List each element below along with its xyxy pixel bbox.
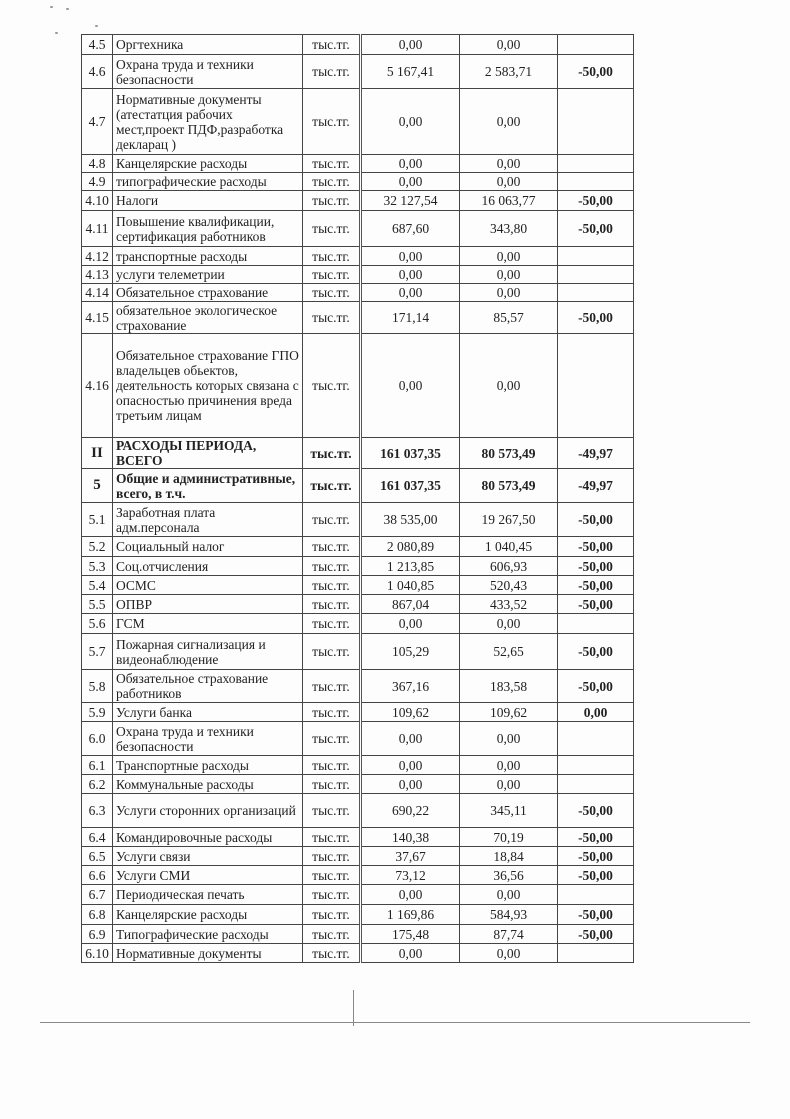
- row-unit: тыс.тг.: [303, 614, 361, 634]
- table-row: [82, 503, 634, 537]
- row-item-name: ОПВР: [113, 595, 303, 614]
- row-fact-value: 109,62: [460, 703, 558, 722]
- row-fact-value: 0,00: [460, 885, 558, 905]
- row-plan-value: 171,14: [361, 302, 460, 334]
- table-row: [82, 944, 634, 963]
- row-fact-value: 52,65: [460, 634, 558, 670]
- row-plan-value: 0,00: [361, 173, 460, 191]
- row-item-name: РАСХОДЫ ПЕРИОДА, ВСЕГО: [113, 438, 303, 469]
- row-plan-value: 109,62: [361, 703, 460, 722]
- row-deviation-percent: -50,00: [558, 302, 634, 334]
- row-unit: тыс.тг.: [303, 634, 361, 670]
- row-unit: тыс.тг.: [303, 775, 361, 794]
- row-plan-value: 2 080,89: [361, 537, 460, 557]
- row-plan-value: 140,38: [361, 828, 460, 847]
- row-fact-value: 0,00: [460, 722, 558, 756]
- row-unit: тыс.тг.: [303, 537, 361, 557]
- row-number: 5.5: [82, 595, 113, 614]
- row-fact-value: 343,80: [460, 211, 558, 247]
- row-plan-value: 0,00: [361, 35, 460, 55]
- row-deviation-percent: -50,00: [558, 557, 634, 576]
- row-fact-value: 606,93: [460, 557, 558, 576]
- row-unit: тыс.тг.: [303, 469, 361, 503]
- table-row: [82, 211, 634, 247]
- row-fact-value: 0,00: [460, 173, 558, 191]
- row-unit: тыс.тг.: [303, 885, 361, 905]
- row-item-name: Обязательное страхование ГПО владельцев обьектов, деятельность которых связана с опасностью причинения вреда третьим лицам: [113, 334, 303, 438]
- row-item-name: Нормативные документы (атестатция рабочих мест,проект ПДФ,разработка декларац ): [113, 89, 303, 155]
- row-item-name: Охрана труда и техники безопасности: [113, 722, 303, 756]
- row-deviation-percent: [558, 266, 634, 284]
- row-plan-value: 0,00: [361, 722, 460, 756]
- row-unit: тыс.тг.: [303, 703, 361, 722]
- row-item-name: обязательное экологическое страхование: [113, 302, 303, 334]
- row-unit: тыс.тг.: [303, 247, 361, 266]
- table-row: [82, 302, 634, 334]
- row-fact-value: 85,57: [460, 302, 558, 334]
- row-number: 4.11: [82, 211, 113, 247]
- row-item-name: Общие и административные, всего, в т.ч.: [113, 469, 303, 503]
- row-unit: тыс.тг.: [303, 503, 361, 537]
- row-number: 4.8: [82, 155, 113, 173]
- row-fact-value: 0,00: [460, 284, 558, 302]
- row-number: 4.12: [82, 247, 113, 266]
- table-row: [82, 155, 634, 173]
- row-fact-value: 80 573,49: [460, 469, 558, 503]
- row-unit: тыс.тг.: [303, 211, 361, 247]
- row-number: 6.3: [82, 794, 113, 828]
- row-unit: тыс.тг.: [303, 557, 361, 576]
- table-row: [82, 89, 634, 155]
- scan-speck: [66, 8, 69, 10]
- row-fact-value: 87,74: [460, 925, 558, 944]
- row-number: 4.10: [82, 191, 113, 211]
- row-item-name: Пожарная сигнализация и видеонаблюдение: [113, 634, 303, 670]
- table-row: [82, 905, 634, 925]
- row-fact-value: 0,00: [460, 89, 558, 155]
- row-item-name: Нормативные документы: [113, 944, 303, 963]
- table-row: [82, 614, 634, 634]
- row-item-name: Заработная плата адм.персонала: [113, 503, 303, 537]
- table-row: [82, 828, 634, 847]
- row-unit: тыс.тг.: [303, 89, 361, 155]
- table-row: [82, 284, 634, 302]
- row-number: 5: [82, 469, 113, 503]
- row-item-name: транспортные расходы: [113, 247, 303, 266]
- row-deviation-percent: -50,00: [558, 595, 634, 614]
- table-row: [82, 595, 634, 614]
- row-fact-value: 520,43: [460, 576, 558, 595]
- row-item-name: Услуги связи: [113, 847, 303, 866]
- expense-table-body: [82, 35, 634, 963]
- table-row: [82, 885, 634, 905]
- row-number: 4.14: [82, 284, 113, 302]
- row-deviation-percent: -49,97: [558, 438, 634, 469]
- row-deviation-percent: -50,00: [558, 634, 634, 670]
- scan-speck: [55, 32, 58, 34]
- row-fact-value: 0,00: [460, 614, 558, 634]
- row-fact-value: 2 583,71: [460, 55, 558, 89]
- row-plan-value: 367,16: [361, 670, 460, 703]
- row-plan-value: 867,04: [361, 595, 460, 614]
- row-unit: тыс.тг.: [303, 944, 361, 963]
- row-fact-value: 345,11: [460, 794, 558, 828]
- row-deviation-percent: -50,00: [558, 55, 634, 89]
- row-number: 6.8: [82, 905, 113, 925]
- row-unit: тыс.тг.: [303, 55, 361, 89]
- row-fact-value: 183,58: [460, 670, 558, 703]
- row-plan-value: 38 535,00: [361, 503, 460, 537]
- table-row: [82, 722, 634, 756]
- row-deviation-percent: [558, 614, 634, 634]
- row-plan-value: 0,00: [361, 266, 460, 284]
- row-fact-value: 80 573,49: [460, 438, 558, 469]
- row-number: 5.7: [82, 634, 113, 670]
- row-fact-value: 584,93: [460, 905, 558, 925]
- table-row: [82, 866, 634, 885]
- row-deviation-percent: -50,00: [558, 670, 634, 703]
- row-plan-value: 0,00: [361, 155, 460, 173]
- row-unit: тыс.тг.: [303, 794, 361, 828]
- row-fact-value: 1 040,45: [460, 537, 558, 557]
- row-unit: тыс.тг.: [303, 155, 361, 173]
- row-number: 6.0: [82, 722, 113, 756]
- row-number: 5.9: [82, 703, 113, 722]
- row-plan-value: 37,67: [361, 847, 460, 866]
- row-deviation-percent: -49,97: [558, 469, 634, 503]
- row-item-name: Периодическая печать: [113, 885, 303, 905]
- table-row: [82, 576, 634, 595]
- row-fact-value: 0,00: [460, 334, 558, 438]
- table-row: [82, 670, 634, 703]
- row-unit: тыс.тг.: [303, 756, 361, 775]
- row-unit: тыс.тг.: [303, 866, 361, 885]
- row-deviation-percent: [558, 89, 634, 155]
- row-deviation-percent: [558, 247, 634, 266]
- row-item-name: Услуги СМИ: [113, 866, 303, 885]
- row-plan-value: 1 213,85: [361, 557, 460, 576]
- row-item-name: Услуги сторонних организаций: [113, 794, 303, 828]
- row-plan-value: 32 127,54: [361, 191, 460, 211]
- row-fact-value: 0,00: [460, 775, 558, 794]
- row-deviation-percent: -50,00: [558, 925, 634, 944]
- row-number: 5.1: [82, 503, 113, 537]
- row-deviation-percent: 0,00: [558, 703, 634, 722]
- table-row: [82, 703, 634, 722]
- row-fact-value: 433,52: [460, 595, 558, 614]
- row-item-name: ГСМ: [113, 614, 303, 634]
- row-plan-value: 0,00: [361, 756, 460, 775]
- row-item-name: Социальный налог: [113, 537, 303, 557]
- row-unit: тыс.тг.: [303, 905, 361, 925]
- row-unit: тыс.тг.: [303, 925, 361, 944]
- table-row: [82, 537, 634, 557]
- row-fact-value: 0,00: [460, 944, 558, 963]
- row-number: 6.10: [82, 944, 113, 963]
- row-deviation-percent: [558, 173, 634, 191]
- table-row: [82, 173, 634, 191]
- row-fact-value: 16 063,77: [460, 191, 558, 211]
- row-number: 6.4: [82, 828, 113, 847]
- row-number: 5.6: [82, 614, 113, 634]
- row-plan-value: 0,00: [361, 284, 460, 302]
- row-deviation-percent: [558, 775, 634, 794]
- row-number: 6.6: [82, 866, 113, 885]
- row-unit: тыс.тг.: [303, 35, 361, 55]
- row-number: 6.1: [82, 756, 113, 775]
- row-number: 6.7: [82, 885, 113, 905]
- table-row: [82, 925, 634, 944]
- scan-fold-line: [353, 990, 354, 1026]
- row-unit: тыс.тг.: [303, 438, 361, 469]
- row-plan-value: 161 037,35: [361, 469, 460, 503]
- row-number: 5.8: [82, 670, 113, 703]
- table-row: [82, 794, 634, 828]
- table-row: [82, 55, 634, 89]
- row-fact-value: 18,84: [460, 847, 558, 866]
- row-deviation-percent: -50,00: [558, 191, 634, 211]
- row-unit: тыс.тг.: [303, 302, 361, 334]
- table-row: [82, 469, 634, 503]
- row-plan-value: 0,00: [361, 885, 460, 905]
- row-item-name: Канцелярские расходы: [113, 155, 303, 173]
- row-number: 4.7: [82, 89, 113, 155]
- table-row: [82, 634, 634, 670]
- row-deviation-percent: [558, 885, 634, 905]
- row-number: 5.4: [82, 576, 113, 595]
- row-deviation-percent: [558, 722, 634, 756]
- row-unit: тыс.тг.: [303, 284, 361, 302]
- row-item-name: Соц.отчисления: [113, 557, 303, 576]
- row-item-name: Командировочные расходы: [113, 828, 303, 847]
- row-number: 4.16: [82, 334, 113, 438]
- row-item-name: Налоги: [113, 191, 303, 211]
- row-deviation-percent: [558, 155, 634, 173]
- row-deviation-percent: [558, 334, 634, 438]
- row-unit: тыс.тг.: [303, 266, 361, 284]
- row-plan-value: 1 169,86: [361, 905, 460, 925]
- row-item-name: типографические расходы: [113, 173, 303, 191]
- row-item-name: Оргтехника: [113, 35, 303, 55]
- row-number: 4.6: [82, 55, 113, 89]
- row-fact-value: 70,19: [460, 828, 558, 847]
- row-item-name: услуги телеметрии: [113, 266, 303, 284]
- table-row: [82, 557, 634, 576]
- expense-table: [81, 34, 634, 963]
- row-plan-value: 175,48: [361, 925, 460, 944]
- row-plan-value: 0,00: [361, 944, 460, 963]
- row-deviation-percent: [558, 944, 634, 963]
- row-fact-value: 19 267,50: [460, 503, 558, 537]
- row-plan-value: 0,00: [361, 247, 460, 266]
- row-unit: тыс.тг.: [303, 595, 361, 614]
- table-row: [82, 334, 634, 438]
- row-item-name: Типографические расходы: [113, 925, 303, 944]
- table-row: [82, 847, 634, 866]
- row-fact-value: 0,00: [460, 155, 558, 173]
- row-item-name: Охрана труда и техники безопасности: [113, 55, 303, 89]
- row-deviation-percent: -50,00: [558, 828, 634, 847]
- table-row: [82, 438, 634, 469]
- row-deviation-percent: -50,00: [558, 866, 634, 885]
- row-fact-value: 0,00: [460, 247, 558, 266]
- row-fact-value: 0,00: [460, 35, 558, 55]
- row-plan-value: 0,00: [361, 334, 460, 438]
- row-deviation-percent: -50,00: [558, 847, 634, 866]
- row-unit: тыс.тг.: [303, 173, 361, 191]
- row-plan-value: 5 167,41: [361, 55, 460, 89]
- table-row: [82, 247, 634, 266]
- row-item-name: Транспортные расходы: [113, 756, 303, 775]
- row-plan-value: 73,12: [361, 866, 460, 885]
- row-number: 6.9: [82, 925, 113, 944]
- row-unit: тыс.тг.: [303, 334, 361, 438]
- table-row: [82, 775, 634, 794]
- row-plan-value: 1 040,85: [361, 576, 460, 595]
- row-deviation-percent: [558, 284, 634, 302]
- table-row: [82, 756, 634, 775]
- row-plan-value: 0,00: [361, 775, 460, 794]
- row-item-name: Услуги банка: [113, 703, 303, 722]
- row-item-name: Канцелярские расходы: [113, 905, 303, 925]
- row-unit: тыс.тг.: [303, 722, 361, 756]
- row-number: 4.15: [82, 302, 113, 334]
- row-number: 4.9: [82, 173, 113, 191]
- row-number: 5.3: [82, 557, 113, 576]
- table-row: [82, 35, 634, 55]
- row-item-name: Коммунальные расходы: [113, 775, 303, 794]
- row-plan-value: 161 037,35: [361, 438, 460, 469]
- table-row: [82, 191, 634, 211]
- row-item-name: Обязательное страхование: [113, 284, 303, 302]
- row-unit: тыс.тг.: [303, 670, 361, 703]
- scan-speck: [50, 6, 53, 8]
- row-deviation-percent: [558, 756, 634, 775]
- row-fact-value: 0,00: [460, 756, 558, 775]
- row-plan-value: 0,00: [361, 89, 460, 155]
- scan-speck: [95, 25, 98, 27]
- row-fact-value: 36,56: [460, 866, 558, 885]
- row-deviation-percent: [558, 35, 634, 55]
- row-unit: тыс.тг.: [303, 828, 361, 847]
- row-number: 5.2: [82, 537, 113, 557]
- row-item-name: Повышение квалификации, сертификация работников: [113, 211, 303, 247]
- page-bottom-rule: [40, 1022, 750, 1023]
- row-deviation-percent: -50,00: [558, 576, 634, 595]
- row-item-name: Обязательное страхование работников: [113, 670, 303, 703]
- row-plan-value: 0,00: [361, 614, 460, 634]
- row-deviation-percent: -50,00: [558, 905, 634, 925]
- row-number: II: [82, 438, 113, 469]
- row-unit: тыс.тг.: [303, 847, 361, 866]
- row-item-name: ОСМС: [113, 576, 303, 595]
- row-number: 6.5: [82, 847, 113, 866]
- table-row: [82, 266, 634, 284]
- row-deviation-percent: -50,00: [558, 211, 634, 247]
- row-number: 6.2: [82, 775, 113, 794]
- row-plan-value: 687,60: [361, 211, 460, 247]
- row-plan-value: 105,29: [361, 634, 460, 670]
- row-deviation-percent: -50,00: [558, 794, 634, 828]
- row-deviation-percent: -50,00: [558, 503, 634, 537]
- row-deviation-percent: -50,00: [558, 537, 634, 557]
- row-unit: тыс.тг.: [303, 191, 361, 211]
- row-unit: тыс.тг.: [303, 576, 361, 595]
- row-plan-value: 690,22: [361, 794, 460, 828]
- row-number: 4.5: [82, 35, 113, 55]
- row-number: 4.13: [82, 266, 113, 284]
- row-fact-value: 0,00: [460, 266, 558, 284]
